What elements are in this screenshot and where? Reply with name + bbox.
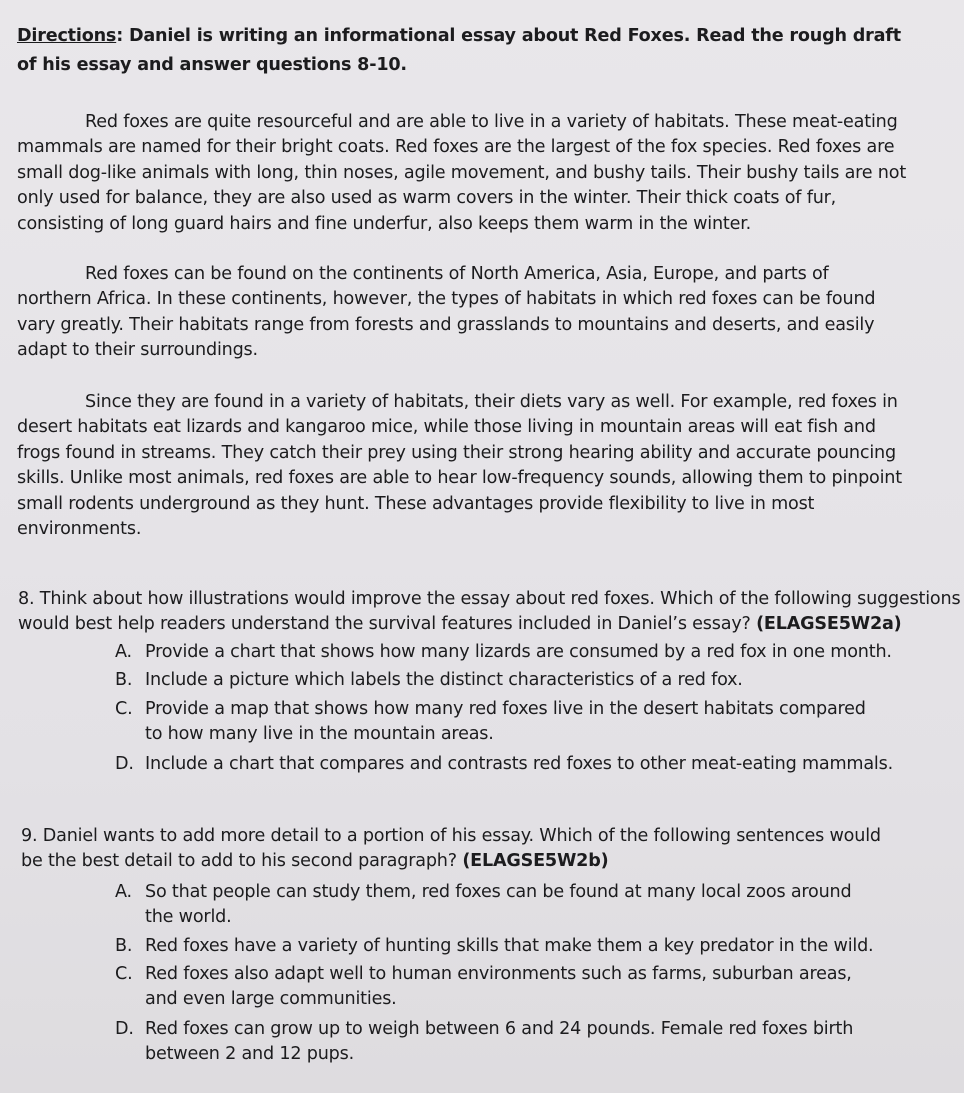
essay-paragraph-1-text: Red foxes are quite resourceful and are able to live in a variety of habitats. These meat-eating mammals are named for their bright coats. Red foxes are the largest of the fox species. Red foxes are small dog-like animals with long, thin noses, agile movement, and bushy tails. Their bushy tails are not only used for balance, they are also used as warm covers in the winter. Their thick coats of fur, consisting of long guard hairs and fine underfur, also keeps them warm in the winter. xyxy=(17,112,907,234)
question-8-choice-b[interactable] xyxy=(115,668,915,693)
choice-letter: B. xyxy=(115,670,133,690)
choice-letter: C. xyxy=(115,964,133,984)
choice-text: Include a chart that compares and contrasts red foxes to other meat-eating mammals. xyxy=(145,754,893,774)
choice-letter: A. xyxy=(115,882,132,902)
question-9-standard: (ELAGSE5W2b) xyxy=(462,851,609,871)
question-8 xyxy=(18,587,962,637)
question-9-choice-a[interactable] xyxy=(115,880,915,930)
essay-paragraph-3-text: Since they are found in a variety of habitats, their diets vary as well. For example, red foxes in desert habitats eat lizards and kangaroo mice, while those living in mountain areas will eat fish and frogs found in streams. They catch their prey using their strong hearing ability and accurate pouncing skills. Unlike most animals, red foxes are able to hear low-frequency sounds, allowing them to pinpoint small rodents underground as they hunt. These advantages provide flexibility to live in most environments. xyxy=(17,392,902,540)
choice-letter: A. xyxy=(115,642,132,662)
question-9-stem: 9. Daniel wants to add more detail to a portion of his essay. Which of the following sentences would be the best detail to add to his second paragraph? xyxy=(21,826,881,871)
question-8-choice-d[interactable] xyxy=(115,752,915,777)
choice-letter: D. xyxy=(115,754,134,774)
question-8-stem: 8. Think about how illustrations would improve the essay about red foxes. Which of the following suggestions would best help readers understand the survival features included in Daniel’s essay? xyxy=(18,589,961,634)
essay-paragraph-1 xyxy=(17,110,922,237)
directions-label: Directions xyxy=(17,26,117,46)
essay-paragraph-3 xyxy=(17,390,917,542)
choice-letter: B. xyxy=(115,936,133,956)
choice-text: Red foxes have a variety of hunting skills that make them a key predator in the wild. xyxy=(145,936,874,956)
question-8-standard: (ELAGSE5W2a) xyxy=(756,614,902,634)
question-9-choice-c[interactable] xyxy=(115,962,915,1012)
directions-text: Daniel is writing an informational essay about Red Foxes. Read the rough draft of his essay and answer questions 8-10. xyxy=(17,26,901,75)
choice-text: Provide a chart that shows how many lizards are consumed by a red fox in one month. xyxy=(145,642,892,662)
choice-text: So that people can study them, red foxes can be found at many local zoos around the world. xyxy=(145,882,852,927)
choice-text: Red foxes also adapt well to human environments such as farms, suburban areas, and even large communities. xyxy=(145,964,852,1009)
essay-paragraph-2 xyxy=(17,262,907,364)
question-9-choice-d[interactable] xyxy=(115,1017,915,1067)
directions-colon: : xyxy=(116,26,124,46)
question-8-choice-a[interactable] xyxy=(115,640,915,665)
choice-letter: D. xyxy=(115,1019,134,1039)
choice-letter: C. xyxy=(115,699,133,719)
directions xyxy=(17,22,917,80)
question-8-choice-c[interactable] xyxy=(115,697,915,747)
question-9-choice-b[interactable] xyxy=(115,934,915,959)
choice-text: Red foxes can grow up to weigh between 6 and 24 pounds. Female red foxes birth between 2 and 12 pups. xyxy=(145,1019,854,1064)
question-9 xyxy=(21,824,891,874)
essay-paragraph-2-text: Red foxes can be found on the continents of North America, Asia, Europe, and parts of northern Africa. In these continents, however, the types of habitats in which red foxes can be found vary greatly. Their habitats range from forests and grasslands to mountains and deserts, and easily adapt to their surroundings. xyxy=(17,264,876,361)
choice-text: Provide a map that shows how many red foxes live in the desert habitats compared to how many live in the mountain areas. xyxy=(145,699,866,744)
choice-text: Include a picture which labels the distinct characteristics of a red fox. xyxy=(145,670,743,690)
